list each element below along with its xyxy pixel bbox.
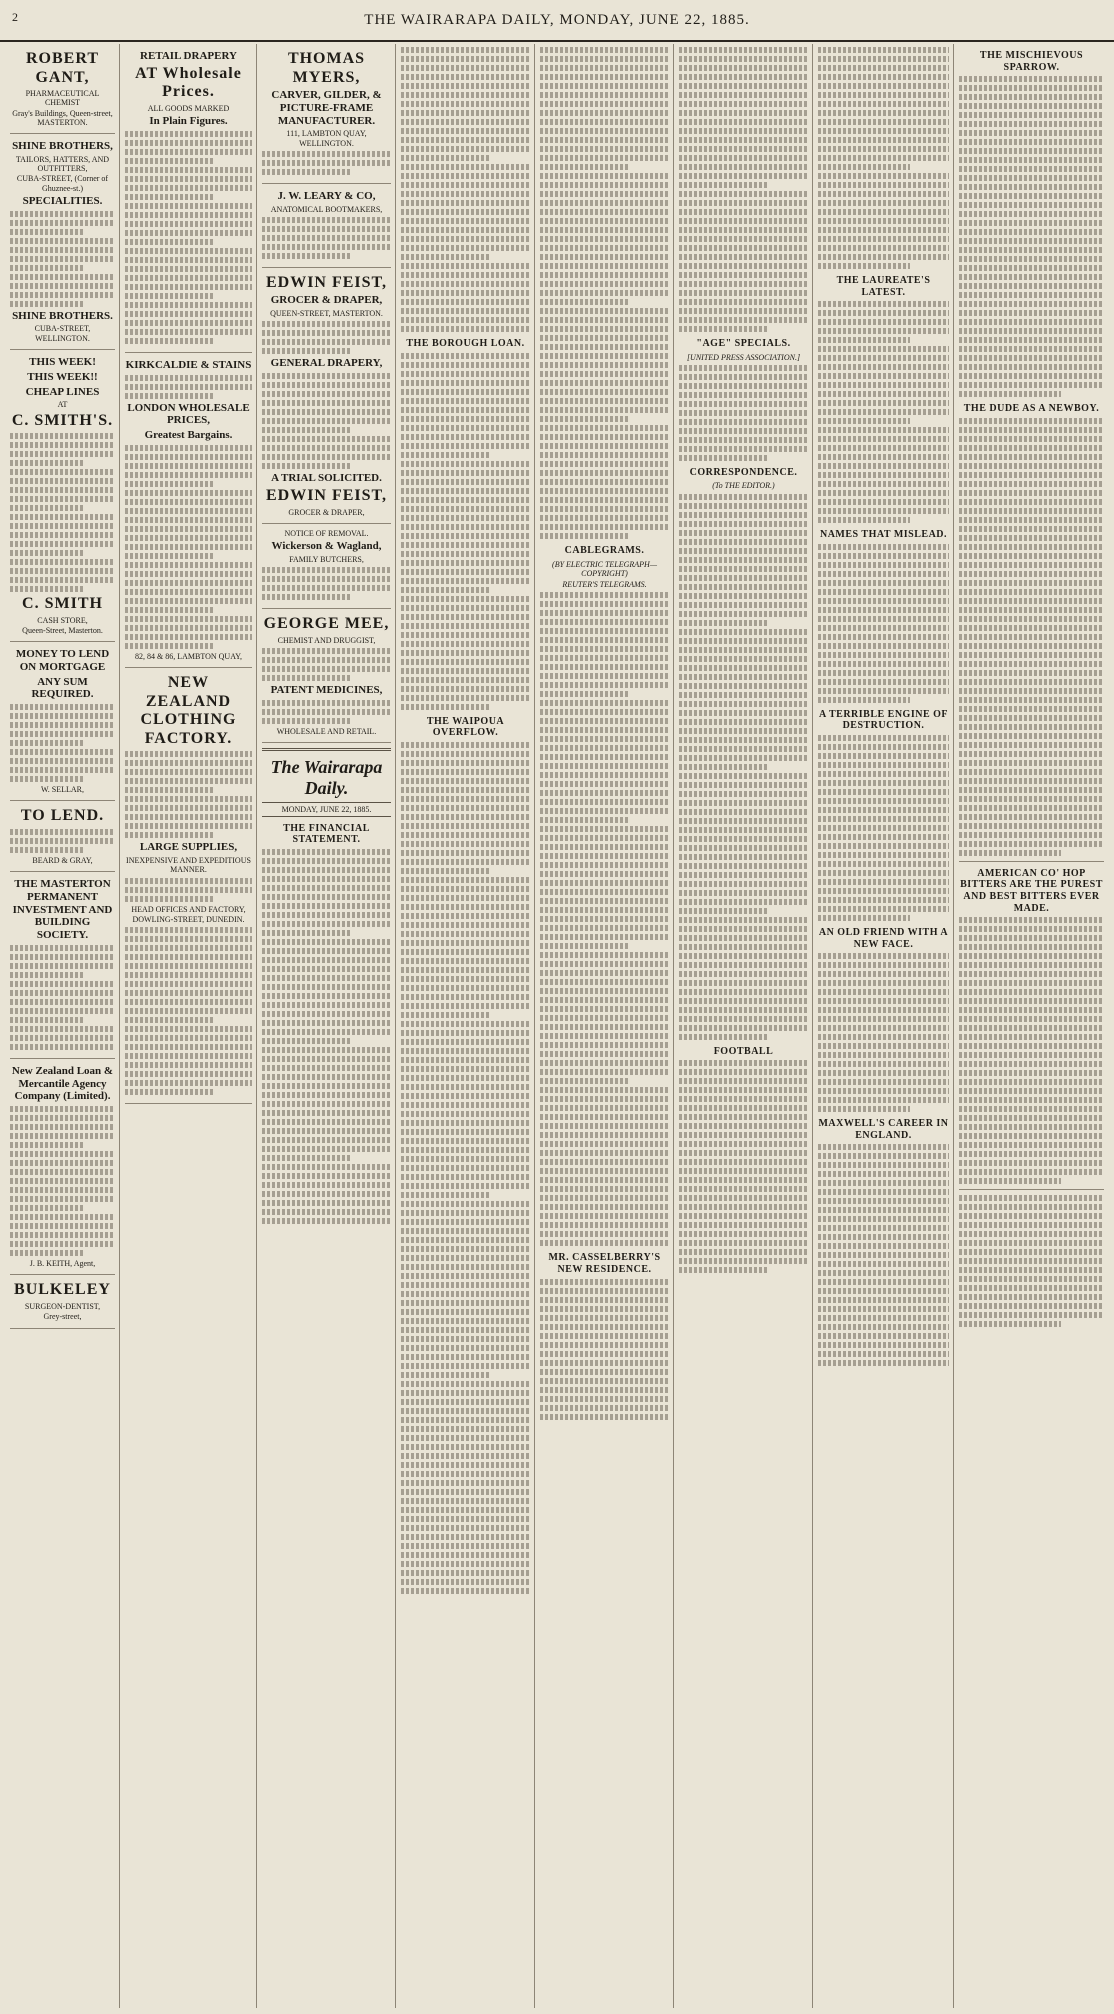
ad-shine-address: CUBA-STREET, (Corner of Ghuznee-st.) [16,174,109,193]
ad-nzloan [10,1059,115,1276]
ad-gant-name: ROBERT GANT, [25,50,99,86]
ad-myers-trade: CARVER, GILDER, & PICTURE-FRAME MANUFACTURER. [271,89,382,127]
ad-smiths-place: Queen-Street, Masterton. [22,625,103,635]
football-heading: FOOTBALL [713,1045,774,1057]
ad-clothing-factory: HEAD OFFICES AND FACTORY, [131,904,246,914]
ad-myers-address: 111, LAMBTON QUAY, WELLINGTON. [286,129,367,148]
ad-gant-address: Gray's Buildings, Queen-street, MASTERTON. [12,108,113,127]
column-6 [675,44,813,2008]
ad-clothing-place: DOWLING-STREET, DUNEDIN. [132,914,245,924]
ad-wickerson-notice: NOTICE OF REMOVAL. [284,528,369,538]
column-3 [258,44,396,2008]
columns [6,44,1108,2008]
bitters-heading: AMERICAN CO' HOP BITTERS ARE THE PUREST AND BEST BITTERS EVER MADE. [960,867,1103,914]
dude-heading: THE DUDE AS A NEWBOY. [963,403,1100,415]
face-heading: AN OLD FRIEND WITH A NEW FACE. [818,926,949,950]
ad-building-title: THE MASTERTON PERMANENT INVESTMENT AND BUILDING SOCIETY. [12,878,113,942]
ad-kirkcaldie-title: KIRKCALDIE & STAINS [125,358,252,371]
ad-feist-trade-2: GROCER & DRAPER, [288,507,365,517]
ad-money-title: MONEY TO LEND ON MORTGAGE [15,648,110,673]
ad-money-agent: W. SELLAR, [40,785,85,795]
ad-supplies-manner: INEXPENSIVE AND EXPEDITIOUS MANNER. [126,856,251,875]
ad-drapery-plain: In Plain Figures. [149,115,228,128]
ad-lend-firm: BEARD & GRAY, [32,855,93,865]
ad-smiths-week2: THIS WEEK!! [27,370,98,383]
ad-nzloan-agent: J. B. KEITH, Agent, [29,1259,96,1269]
ad-feist-trial: A TRIAL SOLICITED. [271,472,382,485]
ad-shine-name: SHINE BROTHERS, [12,140,113,153]
ad-smiths-store: CASH STORE, [37,615,88,625]
ad-bulkeley [10,1275,115,1328]
column-8 [955,44,1108,2008]
ad-leary [262,184,391,268]
age-specials-sub: [UNITED PRESS ASSOCIATION.] [686,352,801,362]
reuter-heading: REUTER'S TELEGRAMS. [562,580,647,590]
laureate-heading: THE LAUREATE'S LATEST. [836,275,931,298]
column-5 [536,44,674,2008]
maxwell-heading: MAXWELL'S CAREER IN ENGLAND. [818,1118,949,1141]
paper-name: The Wairarapa Daily. [270,756,383,798]
casselberry-heading: MR. CASSELBERRY'S NEW RESIDENCE. [548,1252,661,1275]
cablegrams-heading: CABLEGRAMS. [564,545,645,556]
ad-feist-name: EDWIN FEIST, [265,273,388,291]
leader-heading: THE FINANCIAL STATEMENT. [283,822,370,846]
ad-gant [10,44,115,134]
ad-wickerson-firm: Wickerson & Wagland, [271,540,382,553]
ad-drapery-title: RETAIL DRAPERY [140,50,237,62]
leader-text [262,849,391,1224]
masthead-title: THE WAIRARAPA DAILY, MONDAY, JUNE 22, 1885. [364,11,750,28]
ad-bulkeley-address: Grey-street, [43,1312,82,1322]
ad-clothing [125,668,252,1104]
ad-kirkcaldie-prices: LONDON WHOLESALE PRICES, [127,401,250,427]
ad-drapery [125,44,252,353]
ad-smiths-week: THIS WEEK! [29,356,96,368]
ad-smiths-name: C. SMITH'S. [11,411,114,429]
ad-feist-name-2: EDWIN FEIST, [265,486,388,504]
ad-building [10,872,115,1059]
ad-smiths [10,350,115,642]
ad-shine-trade: TAILORS, HATTERS, AND OUTFITTERS, [15,154,110,174]
ad-smiths-cheap: CHEAP LINES [25,385,100,398]
ad-clothing-title: NEW ZEALAND CLOTHING FACTORY. [140,674,237,747]
ad-shine-closing-address: CUBA-STREET, WELLINGTON. [34,324,91,343]
column-7 [814,44,954,2008]
paper-date: MONDAY, JUNE 22, 1885. [262,802,391,817]
page-number: 2 [12,10,19,24]
ad-mee [262,609,391,743]
sparrow-heading: THE MISCHIEVOUS SPARROW. [979,50,1084,73]
ad-smiths-at: AT [57,400,68,410]
cablegrams-sub: (BY ELECTRIC TELEGRAPH—COPYRIGHT) [552,559,657,578]
ad-feist [262,268,391,524]
ad-kirkcaldie-bargains: Greatest Bargains. [144,429,233,442]
ad-money [10,642,115,801]
ad-supplies-title: LARGE SUPPLIES, [139,841,238,854]
ad-bulkeley-trade: SURGEON-DENTIST, [24,1302,101,1312]
ad-nzloan-title: New Zealand Loan & Mercantile Agency Company (Limited). [11,1064,114,1103]
ad-smiths-name2: C. SMITH [22,595,103,613]
ad-lend [10,801,115,872]
borough-loan-heading: THE BOROUGH LOAN. [406,338,525,349]
ad-myers [262,44,391,184]
column-4 [397,44,535,2008]
ad-leary-trade: ANATOMICAL BOOTMAKERS, [270,204,383,214]
column-2 [121,44,257,2008]
ad-mee-name: GEORGE MEE, [263,615,390,633]
ad-money-sub: ANY SUM REQUIRED. [31,675,94,701]
ad-wickerson-trade: FAMILY BUTCHERS, [289,554,364,564]
ad-drapery-marked: ALL GOODS MARKED [147,103,230,113]
correspondence-sub: (To THE EDITOR.) [712,481,775,491]
ad-mee-sale: WHOLESALE AND RETAIL. [276,726,377,736]
ad-myers-name: THOMAS MYERS, [287,50,366,86]
ad-mee-trade: CHEMIST AND DRUGGIST, [277,635,376,645]
ad-lend-title: TO LEND. [20,807,105,825]
ad-drapery-sub: AT Wholesale Prices. [135,64,242,101]
correspondence-heading: CORRESPONDENCE. [689,466,798,478]
ad-kirkcaldie-address: 82, 84 & 86, LAMBTON QUAY, [135,651,242,661]
ad-wickerson [262,524,391,609]
ad-feist-address: QUEEN-STREET, MASTERTON. [270,309,383,319]
ad-feist-general: GENERAL DRAPERY, [270,357,383,370]
ad-gant-trade: PHARMACEUTICAL CHEMIST [25,89,100,108]
age-specials-heading: "AGE" SPECIALS. [696,338,791,349]
ad-shine-closing: SHINE BROTHERS. [12,309,113,322]
mislead-heading: NAMES THAT MISLEAD. [819,529,948,541]
masthead [0,0,1114,42]
waipoua-heading: THE WAIPOUA OVERFLOW. [426,715,505,739]
ad-bulkeley-name: BULKELEY [14,1281,111,1299]
engine-heading: A TERRIBLE ENGINE OF DESTRUCTION. [818,708,948,732]
ad-kirkcaldie [125,353,252,668]
ad-shine [10,134,115,350]
ad-leary-name: J. W. LEARY & CO, [277,189,376,202]
ad-mee-medicines: PATENT MEDICINES, [270,683,383,696]
ad-feist-trade: GROCER & DRAPER, [270,294,383,307]
column-1 [6,44,120,2008]
ad-shine-section: SPECIALITIES. [22,194,103,207]
